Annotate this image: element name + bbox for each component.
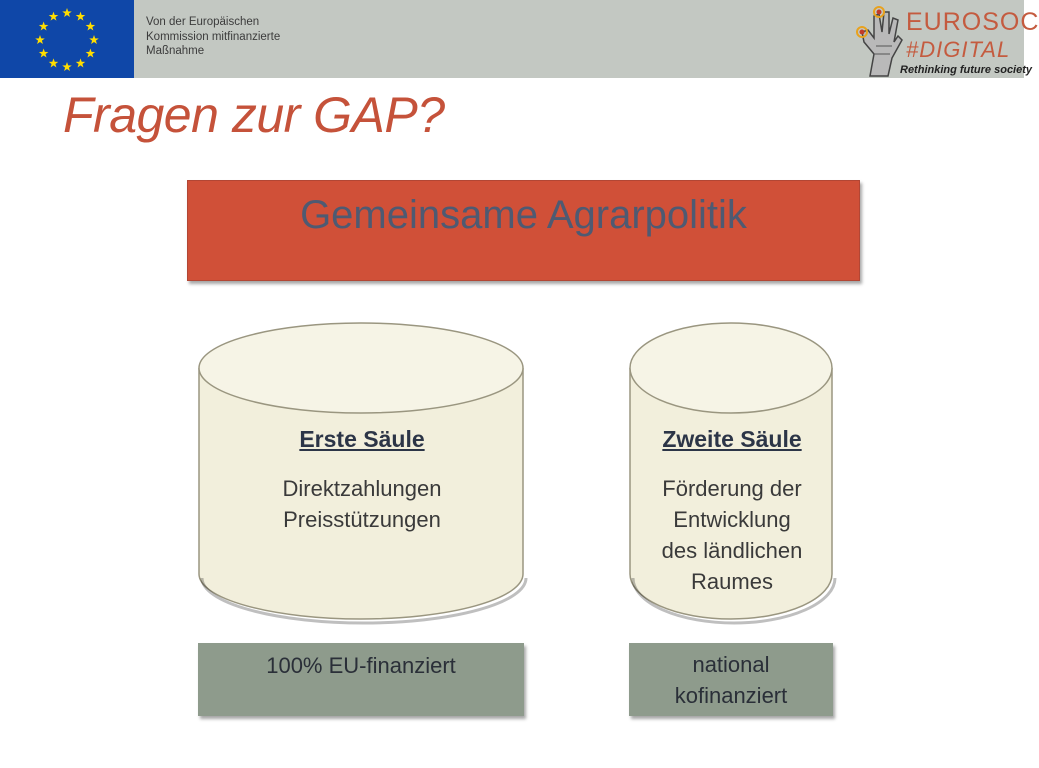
page-title: Fragen zur GAP? (63, 87, 445, 143)
first-pillar-line: Direktzahlungen (282, 476, 442, 501)
second-pillar-funding-line: national (692, 652, 770, 677)
first-pillar-cylinder (196, 316, 528, 624)
eu-funding-notice (146, 15, 346, 59)
cap-box (187, 180, 860, 281)
eurosoc-digital-logo (852, 2, 1039, 78)
first-pillar-content (196, 426, 528, 535)
second-pillar-funding-line: kofinanziert (674, 683, 788, 708)
first-pillar-heading: Erste Säule (299, 426, 425, 452)
first-pillar-funding-box (198, 643, 524, 716)
logo-text-digital: #DIGITAL (906, 37, 1011, 62)
logo-text-eurosoc: EUROSOC (906, 8, 1039, 36)
eu-flag-icon (0, 0, 134, 78)
cap-title: Gemeinsame Agrarpolitik (300, 193, 747, 237)
second-pillar-description (627, 473, 837, 597)
funding-line-1: Von der Europäischen (146, 16, 260, 28)
second-pillar-line: des ländlichen (661, 538, 803, 563)
second-pillar-funding-box (629, 643, 833, 716)
logo-tagline: Rethinking future society (900, 64, 1033, 76)
funding-line-3: Maßnahme (146, 45, 205, 57)
header-bar (0, 0, 1039, 78)
first-pillar-funding-text: 100% EU-finanziert (266, 653, 456, 678)
second-pillar-heading: Zweite Säule (662, 426, 802, 452)
second-pillar-line: Entwicklung (673, 507, 791, 532)
second-pillar-line: Raumes (691, 569, 773, 594)
second-pillar-cylinder (627, 316, 837, 624)
funding-line-2: Kommission mitfinanzierte (146, 30, 281, 43)
second-pillar-content (627, 426, 837, 597)
first-pillar-description (196, 473, 528, 535)
second-pillar-line: Förderung der (662, 476, 802, 501)
first-pillar-line: Preisstützungen (283, 507, 441, 532)
robot-hand-icon (852, 2, 906, 78)
